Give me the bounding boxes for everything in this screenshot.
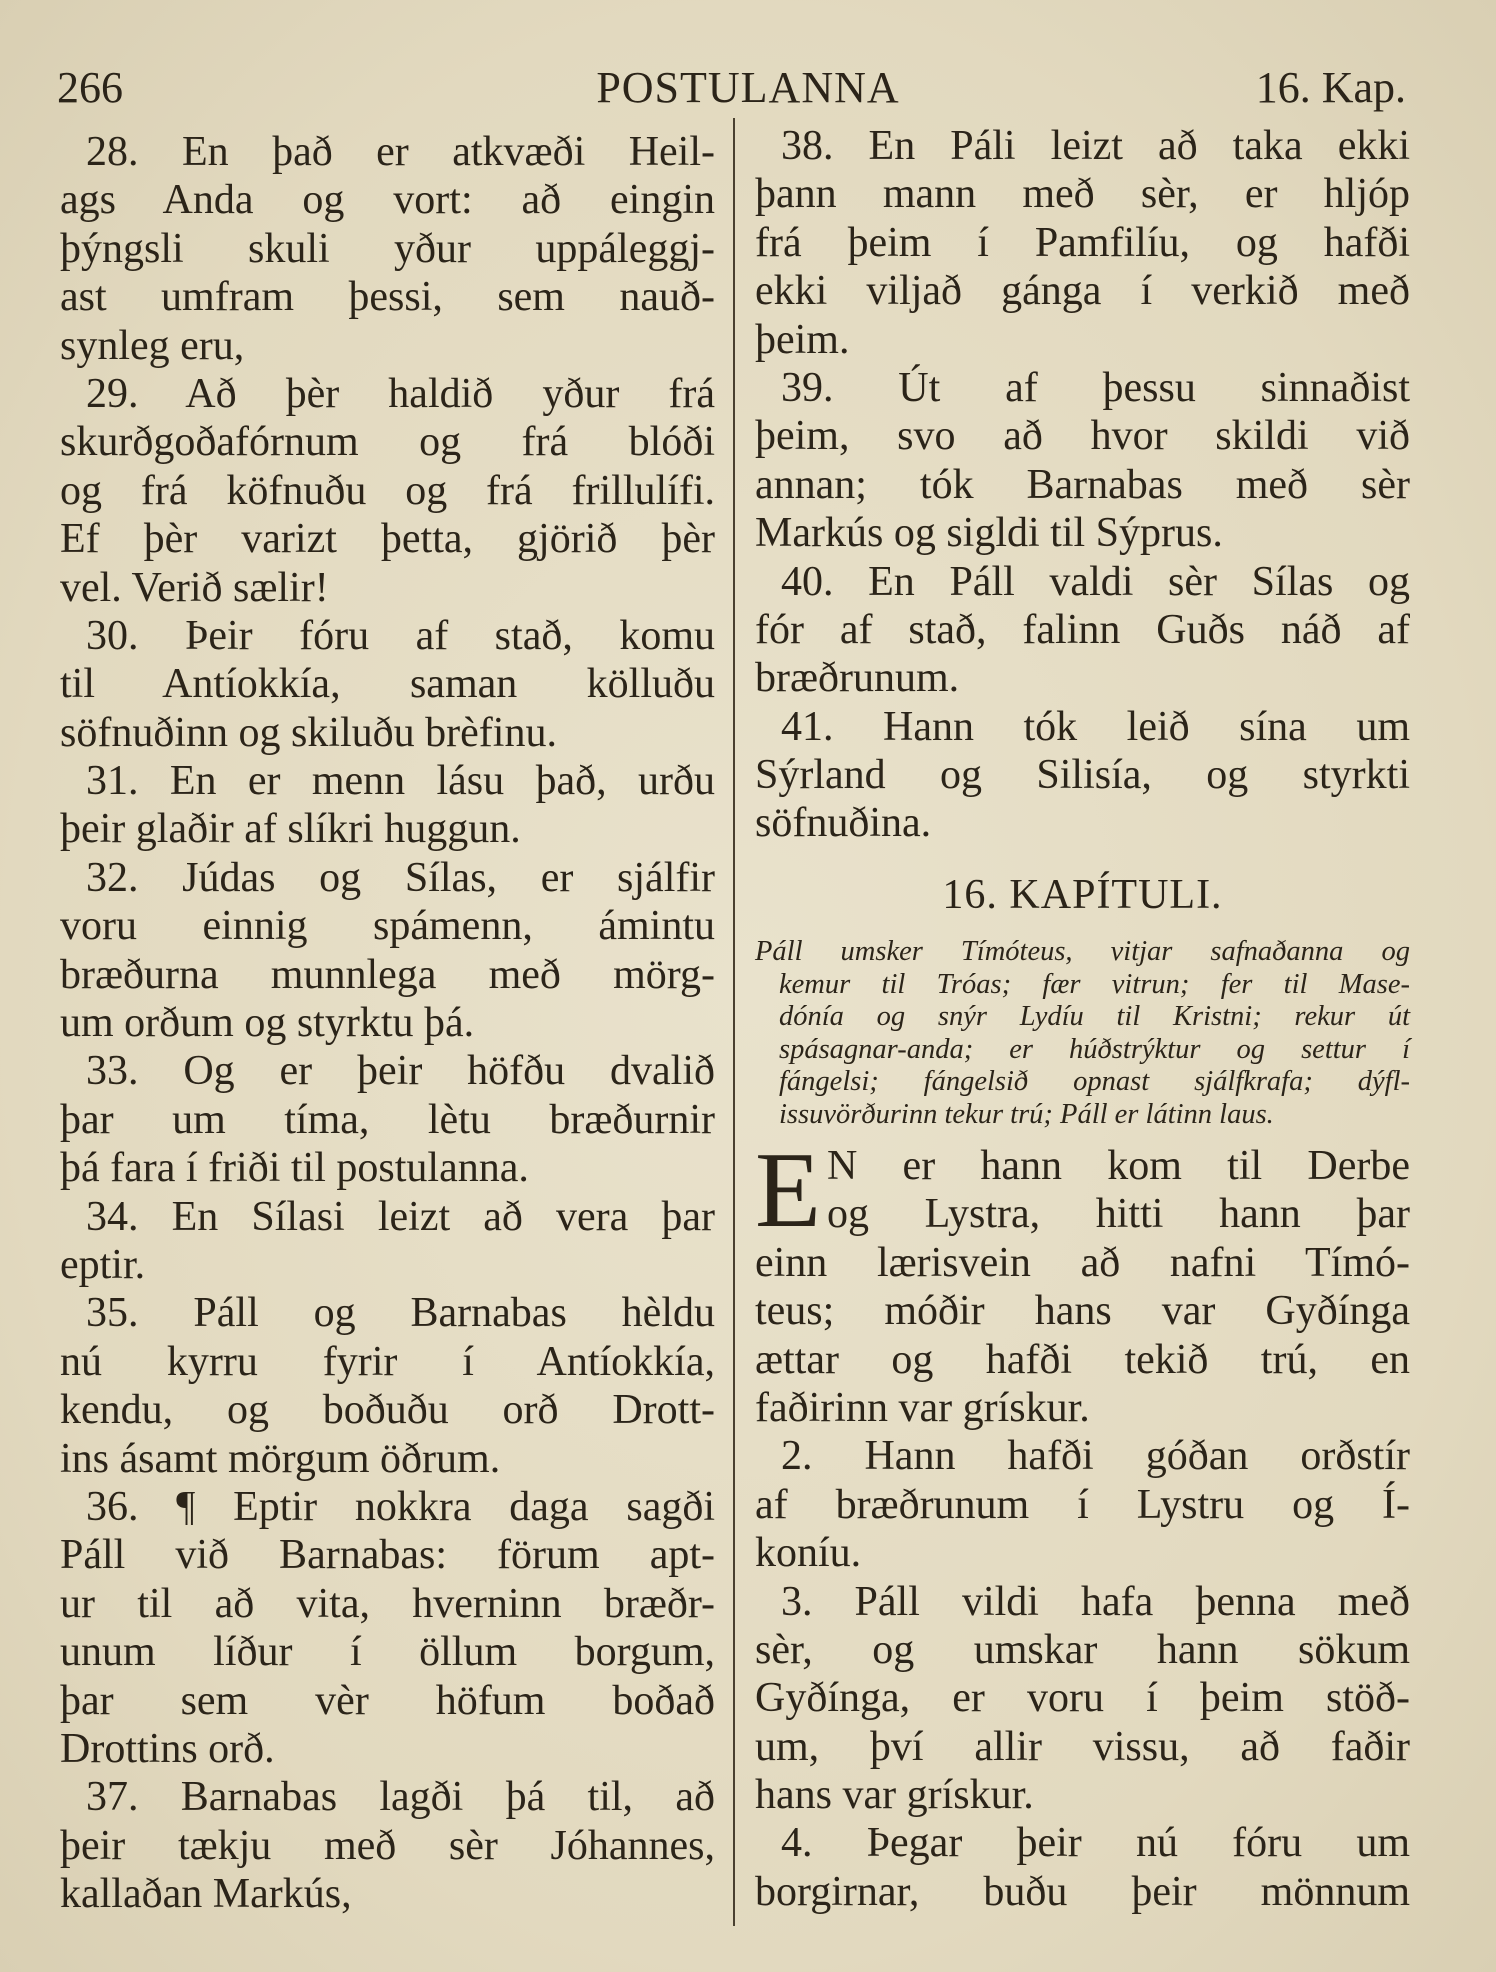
text-line: þeir tækju með sèr Jóhannes, <box>60 1822 715 1869</box>
text-line: Sýrland og Silisía, og styrkti <box>755 752 1410 799</box>
text-line: ast umfram þessi, sem nauð- <box>60 274 715 321</box>
text-line: þann mann með sèr, er hljóp <box>755 171 1410 218</box>
summary-line: issuvörðurinn tekur trú; Páll er látinn laus. <box>779 1098 1274 1130</box>
text-line: sèr, og umskar hann sökum <box>755 1626 1410 1673</box>
chapter-summary <box>755 936 1410 1132</box>
text-line: 38. En Páli leizt að taka ekki <box>781 123 1410 169</box>
verse-paragraph <box>60 854 715 1048</box>
text-line: frá þeim í Pamfilíu, og hafði <box>755 219 1410 266</box>
text-line: 34. En Sílasi leizt að vera þar <box>86 1193 715 1240</box>
text-line: 33. Og er þeir höfðu dvalið <box>86 1048 715 1095</box>
text-line: 4. Þegar þeir nú fóru um <box>781 1820 1410 1867</box>
verse-paragraph <box>60 1483 715 1773</box>
verse-paragraph <box>60 1047 715 1192</box>
text-line: söfnuðinn og skiluðu brèfinu. <box>60 709 557 756</box>
text-line: Markús og sigldi til Sýprus. <box>755 510 1223 557</box>
text-line: 32. Júdas og Sílas, er sjálfir <box>86 854 715 901</box>
verse-paragraph <box>755 1819 1410 1916</box>
text-line: Drottins orð. <box>60 1725 275 1772</box>
column-divider <box>733 118 735 1926</box>
text-line: 39. Út af þessu sinnaðist <box>781 364 1410 411</box>
verse-paragraph <box>60 612 715 757</box>
summary-line: kemur til Tróas; fær vitrun; fer til Mase- <box>779 968 1410 1000</box>
text-line: voru einnig spámenn, ámintu <box>60 903 715 950</box>
summary-line: Páll umsker Tímóteus, vitjar safnaðanna og <box>755 936 1410 967</box>
text-line: um, því allir vissu, að faðir <box>755 1723 1410 1770</box>
verse-paragraph <box>755 1578 1410 1820</box>
text-line: þar um tíma, lètu bræðurnir <box>60 1096 715 1143</box>
text-line: bræðurna munnlega með mörg- <box>60 951 715 998</box>
text-line: 36. ¶ Eptir nokkra daga sagði <box>86 1483 715 1530</box>
text-line: þá fara í friði til postulanna. <box>60 1145 529 1192</box>
running-title: POSTULANNA <box>596 63 900 112</box>
text-line: koníu. <box>755 1530 862 1577</box>
verse-paragraph <box>60 757 715 854</box>
text-line: annan; tók Barnabas með sèr <box>755 461 1410 508</box>
verse-paragraph <box>60 370 715 612</box>
drop-cap: E <box>755 1131 821 1250</box>
text-line: borgirnar, buðu þeir mönnum <box>755 1868 1410 1915</box>
summary-line: spásagnar-anda; er húðstrýktur og settur í <box>779 1033 1410 1065</box>
verse-paragraph <box>755 703 1410 848</box>
text-line: Ef þèr varizt þetta, gjörið þèr <box>60 516 715 563</box>
text-line: söfnuðina. <box>755 800 932 847</box>
text-line: nú kyrru fyrir í Antíokkía, <box>60 1338 715 1385</box>
right-column-top <box>755 122 1410 848</box>
text-line: þeim, svo að hvor skildi við <box>755 413 1410 460</box>
text-line: faðirinn var grískur. <box>755 1384 1090 1431</box>
page-number: 266 <box>57 63 123 112</box>
text-line: 2. Hann hafði góðan orðstír <box>781 1433 1410 1480</box>
text-line: ins ásamt mörgum öðrum. <box>60 1435 501 1482</box>
verse-paragraph <box>60 1773 715 1918</box>
text-line: kendu, og boðuðu orð Drott- <box>60 1387 715 1434</box>
verse-paragraph <box>755 1131 1410 1432</box>
text-line: ur til að vita, hverninn bræðr- <box>60 1580 715 1627</box>
text-line: 31. En er menn lásu það, urðu <box>86 758 715 805</box>
text-line: Páll við Barnabas: förum apt- <box>60 1532 715 1579</box>
text-line: þeim. <box>755 316 850 363</box>
text-line: 28. En það er atkvæði Heil- <box>86 129 715 175</box>
text-line: og frá köfnuðu og frá frillulífi. <box>60 467 715 514</box>
text-line: til Antíokkía, saman kölluðu <box>60 661 715 708</box>
verse-paragraph <box>755 1432 1410 1577</box>
text-line: um orðum og styrktu þá. <box>60 1000 475 1047</box>
text-line: þar sem vèr höfum boðað <box>60 1677 715 1724</box>
verse-paragraph <box>60 128 715 370</box>
verse-paragraph <box>755 122 1410 364</box>
chapter-heading: 16. KAPÍTULI. <box>942 872 1223 918</box>
verse-paragraph <box>60 1193 715 1290</box>
summary-line: fángelsi; fángelsið opnast sjálfkrafa; dýfl- <box>779 1066 1410 1098</box>
right-column-bottom <box>755 1131 1410 1916</box>
text-line: fór af stað, falinn Guðs náð af <box>755 606 1410 653</box>
text-line: 37. Barnabas lagði þá til, að <box>86 1774 715 1821</box>
verse-paragraph <box>60 1289 715 1483</box>
text-line: þeir glaðir af slíkri huggun. <box>60 806 521 853</box>
chapter-reference: 16. Kap. <box>1255 63 1406 112</box>
text-line: bræðrunum. <box>755 655 960 702</box>
text-line: 3. Páll vildi hafa þenna með <box>781 1578 1410 1625</box>
text-line: 30. Þeir fóru af stað, komu <box>86 612 715 659</box>
text-line: skurðgoðafórnum og frá blóði <box>60 419 715 466</box>
text-line: 35. Páll og Barnabas hèldu <box>86 1290 715 1337</box>
verse-paragraph <box>755 364 1410 558</box>
text-line: ættar og hafði tekið trú, en <box>755 1336 1410 1383</box>
text-line: Gyðínga, er voru í þeim stöð- <box>755 1675 1410 1722</box>
text-line: vel. Verið sælir! <box>60 564 329 611</box>
text-line: 40. En Páll valdi sèr Sílas og <box>781 558 1410 605</box>
left-column <box>60 128 715 1918</box>
text-line: 41. Hann tók leið sína um <box>781 703 1410 750</box>
text-line: unum líður í öllum borgum, <box>60 1629 715 1676</box>
text-line: ags Anda og vort: að eingin <box>60 177 715 224</box>
text-line: af bræðrunum í Lystru og Í- <box>755 1481 1410 1528</box>
text-line: synleg eru, <box>60 322 245 369</box>
text-line: 29. Að þèr haldið yður frá <box>86 370 715 417</box>
text-line: teus; móðir hans var Gyðínga <box>755 1288 1410 1335</box>
text-line: einn lærisvein að nafni Tímó- <box>755 1239 1410 1286</box>
text-line: þýngsli skuli yður uppáleggj- <box>60 225 715 272</box>
text-line: ekki viljað gánga í verkið með <box>755 268 1410 315</box>
text-line: eptir. <box>60 1241 146 1288</box>
text-line: kallaðan Markús, <box>60 1871 352 1918</box>
summary-line: dónía og snýr Lydíu til Kristni; rekur út <box>779 1001 1410 1033</box>
text-line: hans var grískur. <box>755 1772 1034 1819</box>
verse-paragraph <box>755 558 1410 703</box>
text-line: og Lystra, hitti hann þar <box>827 1191 1410 1238</box>
text-line: N er hann kom til Derbe <box>827 1143 1410 1189</box>
